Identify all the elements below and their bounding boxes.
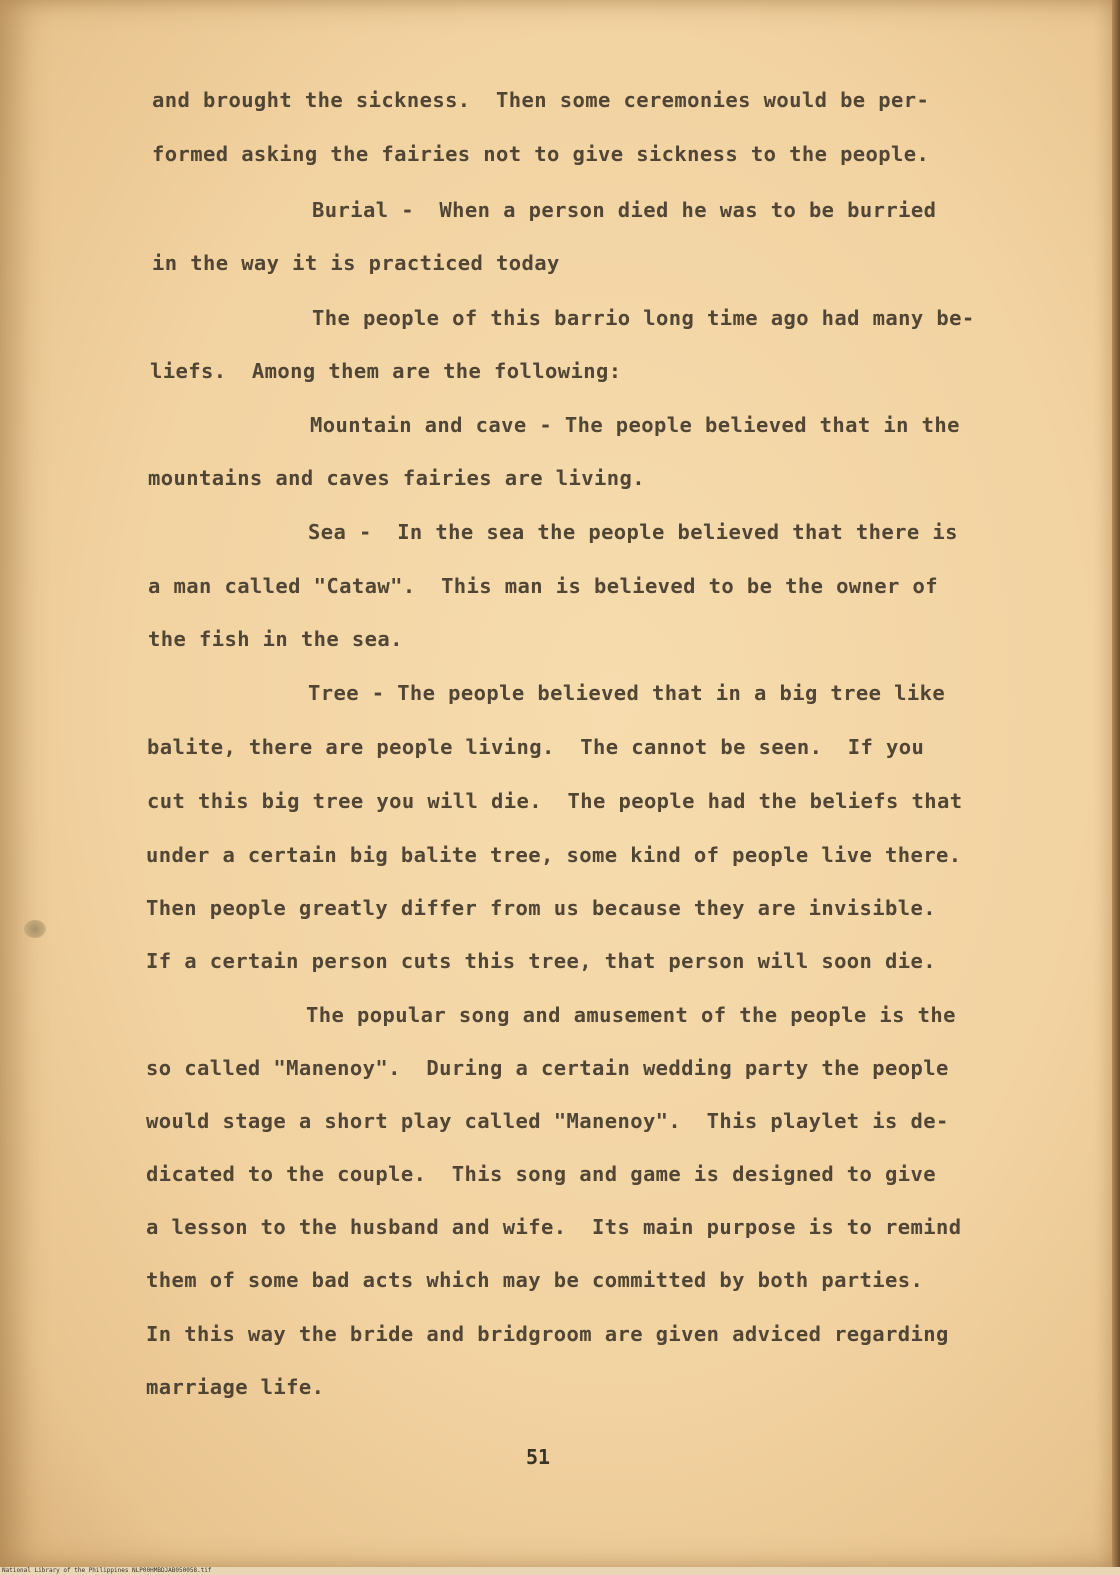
scan-credit: National Library of the Philippines NLP00HMBDJAB050058.tif [2, 1567, 212, 1574]
text-line: a man called "Cataw". This man is believed to be the owner of [148, 574, 939, 598]
text-line: balite, there are people living. The cannot be seen. If you [147, 735, 925, 759]
text-line: dicated to the couple. This song and game is designed to give [146, 1162, 937, 1186]
text-line: mountains and caves fairies are living. [148, 466, 645, 490]
text-line: Burial - When a person died he was to be burried [312, 198, 937, 222]
text-line: in the way it is practiced today [152, 251, 560, 275]
text-line: and brought the sickness. Then some ceremonies would be per- [152, 88, 930, 112]
page-edge [1112, 0, 1120, 1575]
text-line: The popular song and amusement of the people is the [306, 1003, 956, 1027]
text-line: under a certain big balite tree, some kind of people live there. [146, 843, 962, 867]
text-line: them of some bad acts which may be committed by both parties. [146, 1268, 924, 1292]
text-line: would stage a short play called "Manenoy". This playlet is de- [146, 1109, 949, 1133]
text-line: cut this big tree you will die. The people had the beliefs that [147, 789, 963, 813]
text-line: Sea - In the sea the people believed that there is [308, 520, 958, 544]
text-line: liefs. Among them are the following: [150, 359, 622, 383]
text-line: a lesson to the husband and wife. Its main purpose is to remind [146, 1215, 962, 1239]
page-number: 51 [526, 1445, 551, 1469]
text-line: so called "Manenoy". During a certain wedding party the people [146, 1056, 949, 1080]
text-line: formed asking the fairies not to give sickness to the people. [152, 142, 930, 166]
text-line: Then people greatly differ from us because they are invisible. [146, 896, 937, 920]
text-line: The people of this barrio long time ago had many be- [312, 306, 975, 330]
text-line: Mountain and cave - The people believed that in the [310, 413, 960, 437]
text-line: If a certain person cuts this tree, that person will soon die. [146, 949, 937, 973]
text-line: marriage life. [146, 1375, 325, 1399]
text-line: In this way the bride and bridgroom are given adviced regarding [146, 1322, 949, 1346]
paper-stain [24, 920, 46, 938]
text-line: Tree - The people believed that in a big tree like [308, 681, 946, 705]
text-line: the fish in the sea. [148, 627, 403, 651]
scan-footer [0, 1567, 1120, 1575]
